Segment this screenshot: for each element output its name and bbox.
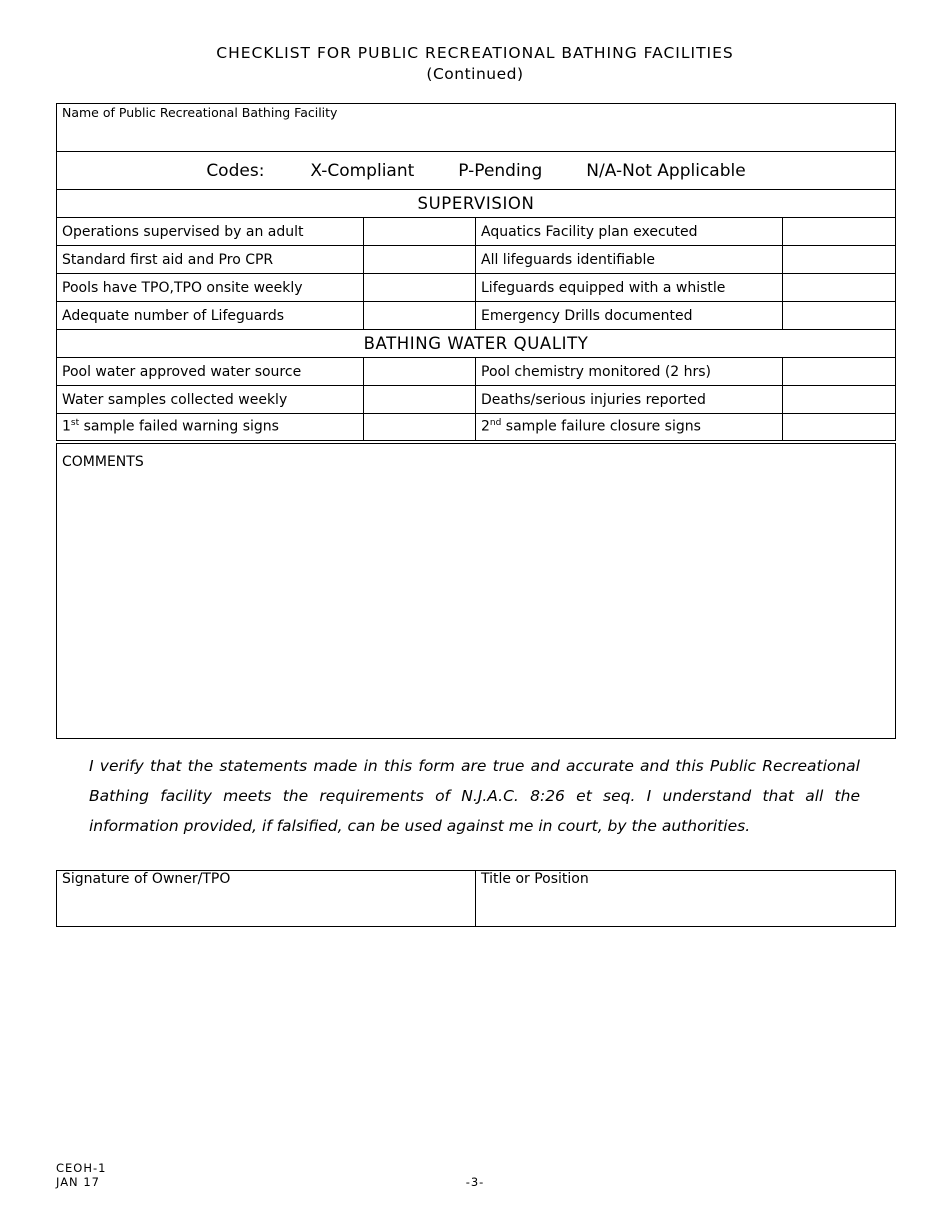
ordinal-number: 2: [481, 419, 490, 436]
checklist-table: [56, 103, 896, 739]
checklist-item-label: Aquatics Facility plan executed: [476, 218, 783, 246]
owner-signature-field[interactable]: [57, 871, 476, 927]
form-date: JAN 17: [56, 1175, 100, 1189]
checklist-code-box[interactable]: [783, 386, 896, 414]
title-position-label: Title or Position: [481, 871, 589, 887]
codes-label: Codes:: [206, 160, 265, 181]
code-compliant: X-Compliant: [310, 160, 415, 181]
checklist-item-label: Water samples collected weekly: [57, 386, 364, 414]
checklist-item-label: Adequate number of Lifeguards: [57, 302, 364, 330]
verification-statement: I verify that the statements made in this form are true and accurate and this Public Recreational Bathing facility meets the requirements of N.J.A.C. 8:26 et seq. I understand that all the information provided, if falsified, can be used against me in court, by the authorities.: [89, 757, 860, 835]
ordinal-suffix: nd: [489, 418, 502, 429]
checklist-code-box[interactable]: [783, 246, 896, 274]
checklist-code-box[interactable]: [364, 274, 476, 302]
section-heading-water-quality: BATHING WATER QUALITY: [57, 330, 896, 358]
checklist-code-box[interactable]: [783, 302, 896, 330]
checklist-item-label: Standard first aid and Pro CPR: [57, 246, 364, 274]
checklist-code-box[interactable]: [783, 274, 896, 302]
form-code: CEOH-1: [56, 1161, 107, 1175]
checklist-item-label: Pool water approved water source: [57, 358, 364, 386]
facility-name-label: Name of Public Recreational Bathing Facility: [62, 105, 338, 120]
form-title: CHECKLIST FOR PUBLIC RECREATIONAL BATHING FACILITIES: [216, 44, 734, 62]
page-number: -3-: [465, 1175, 485, 1189]
section-heading-supervision: SUPERVISION: [57, 190, 896, 218]
checklist-item-label: [57, 414, 364, 442]
checklist-code-box[interactable]: [364, 414, 476, 442]
codes-legend: [57, 152, 896, 190]
comments-label: COMMENTS: [62, 453, 144, 470]
item-text: sample failed warning signs: [79, 419, 279, 436]
checklist-code-box[interactable]: [783, 358, 896, 386]
checklist-code-box[interactable]: [783, 218, 896, 246]
checklist-code-box[interactable]: [364, 218, 476, 246]
checklist-item-label: [476, 414, 783, 442]
checklist-code-box[interactable]: [364, 246, 476, 274]
checklist-item-label: Pool chemistry monitored (2 hrs): [476, 358, 783, 386]
title-position-field[interactable]: [476, 871, 896, 927]
ordinal-number: 1: [62, 419, 71, 436]
checklist-item-label: Operations supervised by an adult: [57, 218, 364, 246]
checklist-item-label: All lifeguards identifiable: [476, 246, 783, 274]
code-pending: P-Pending: [458, 160, 543, 181]
checklist-item-label: Lifeguards equipped with a whistle: [476, 274, 783, 302]
code-not-applicable: N/A-Not Applicable: [586, 160, 746, 181]
item-text: sample failure closure signs: [501, 419, 701, 436]
ordinal-suffix: st: [70, 418, 80, 429]
signature-table: [56, 870, 896, 927]
comments-field[interactable]: [57, 442, 896, 739]
owner-signature-label: Signature of Owner/TPO: [62, 871, 231, 887]
facility-name-field[interactable]: [57, 104, 896, 152]
checklist-code-box[interactable]: [364, 302, 476, 330]
checklist-item-label: Pools have TPO,TPO onsite weekly: [57, 274, 364, 302]
checklist-code-box[interactable]: [364, 358, 476, 386]
checklist-item-label: Emergency Drills documented: [476, 302, 783, 330]
form-subtitle: (Continued): [426, 65, 524, 83]
checklist-code-box[interactable]: [364, 386, 476, 414]
checklist-code-box[interactable]: [783, 414, 896, 442]
checklist-item-label: Deaths/serious injuries reported: [476, 386, 783, 414]
